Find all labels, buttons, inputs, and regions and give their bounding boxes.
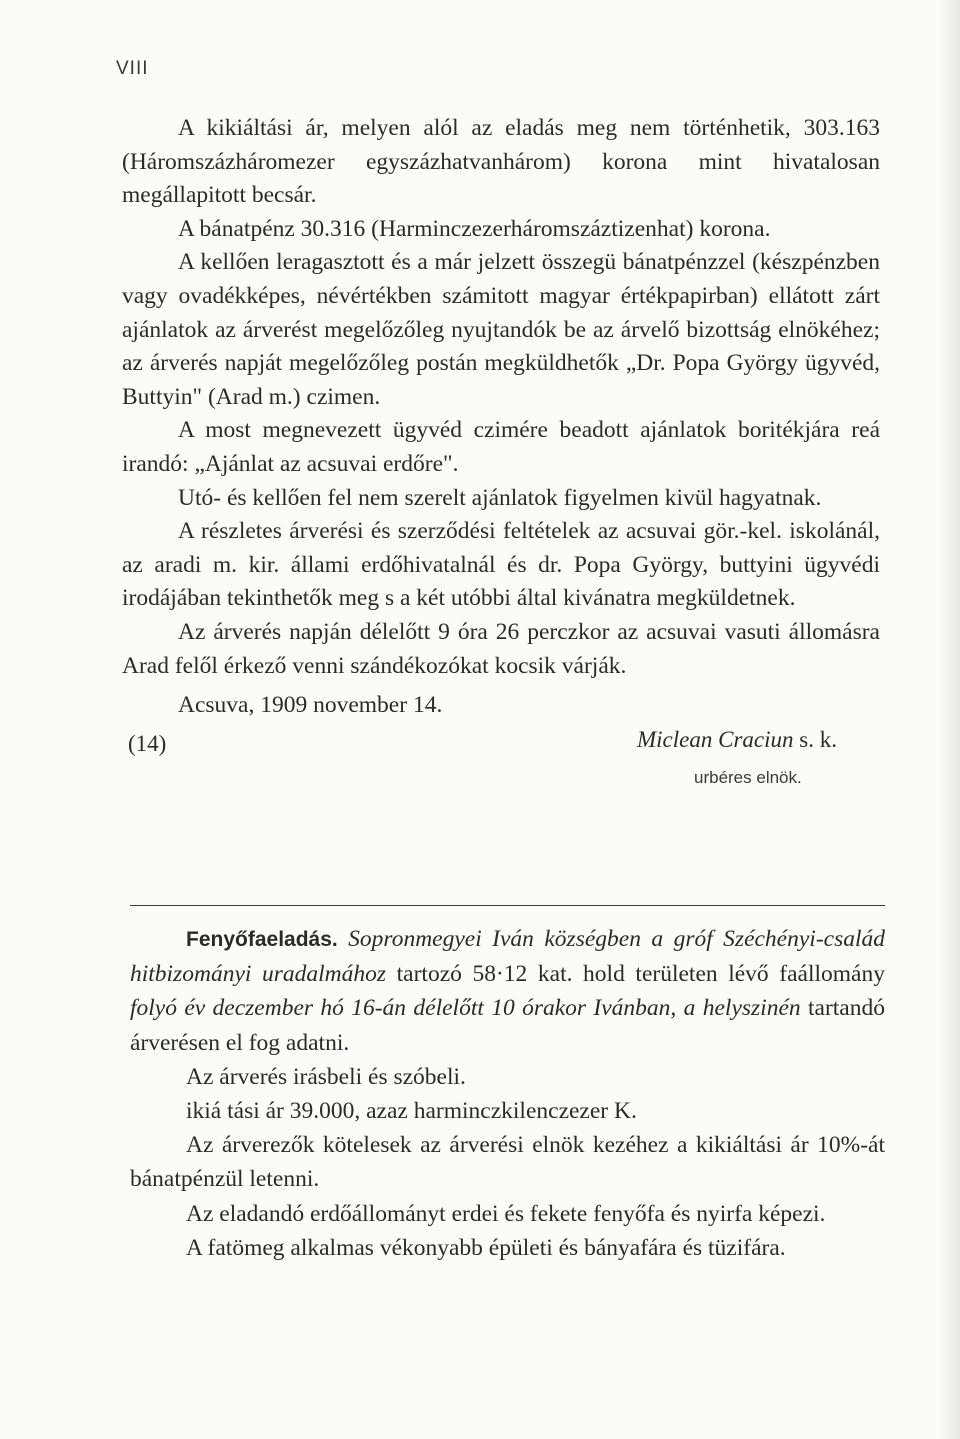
signature-suffix: s. k. — [793, 726, 837, 752]
signature-block — [122, 723, 880, 795]
paragraph: Az árverés irásbeli és szóbeli. — [186, 1063, 466, 1090]
lead-text-2: tartandó árverésen el fog adatni. — [130, 995, 885, 1056]
date-line: Acsuva, 1909 november 14. — [178, 692, 443, 719]
paragraph: Utó- és kellően fel nem szerelt ajánlatok figyelmen kivül hagyatnak. — [178, 484, 822, 511]
paragraph: Az árverés napján délelőtt 9 óra 26 perczkor az acsuvai vasuti állomásra Arad felől érkező venni szándékozókat kocsik várják. — [122, 618, 880, 679]
auction-notice-acsuva — [122, 112, 880, 795]
paragraph: A most megnevezett ügyvéd czimére beadott ajánlatok boritékjára reá irandó: „Ajánlat az acsuvai erdőre". — [122, 417, 880, 477]
paragraph: A kellően leragasztott és a már jelzett összegü bánatpénzzel (készpénzben vagy ovadékképes, névértékben számitott magyar értékpapirban) ellátott zárt ajánlatok az árverést megelőzőleg nyujtandók be az árvelő bizottság elnökéhez; az árverés napját megelőzőleg postán megküldhetők „Dr. Popa György ügyvéd, Buttyin" (Arad m.) czimen. — [122, 249, 880, 410]
paragraph: ikiá tási ár 39.000, azaz harminczkilenczezer K. — [186, 1098, 637, 1125]
notice-number: (14) — [128, 730, 167, 756]
lead-italic-1: Sopronmegyei Iván községben a gróf Széchényi-család hitbizományi uradalmához — [130, 926, 885, 988]
paragraph: A bánatpénz 30.316 (Harminczezerháromszáztizenhat) korona. — [178, 215, 771, 242]
paragraph: A részletes árverési és szerződési feltételek az acsuvai gör.-kel. iskolánál, az aradi m. kir. állami erdőhivatalnál és dr. Popa György, buttyini ügyvédi irodájában tekinthetők meg s a két utóbbi által kivánatra megküldetnek. — [122, 518, 880, 612]
signature-name: Miclean Craciun — [637, 726, 794, 752]
lead-italic-2: folyó év deczember hó 16-án délelőtt 10 órakor Ivánban, a helyszinén — [130, 995, 801, 1022]
paragraph: Az eladandó erdőállományt erdei és fekete fenyőfa és nyirfa képezi. — [186, 1200, 826, 1227]
lead-text-1: tartozó 58·12 kat. hold területen lévő faállomány — [386, 961, 885, 988]
signature — [637, 723, 837, 757]
paragraph: Az árverezők kötelesek az árverési elnök kezéhez a kikiáltási ár 10%-át bánatpénzül letenni. — [130, 1132, 885, 1193]
auction-notice-ivan — [130, 922, 885, 1265]
signature-role: urbéres elnök. — [694, 767, 802, 787]
scan-edge-shadow — [938, 0, 960, 1439]
paragraph: A kikiáltási ár, melyen alól az eladás meg nem történhetik, 303.163 (Háromszázháromezer egyszázhatvanhárom) korona mint hivatalosan megállapitott becsár. — [122, 115, 880, 209]
notice-heading: Fenyőfaeladás. — [186, 928, 338, 951]
paragraph: A fatömeg alkalmas vékonyabb épületi és bányafára és tüzifára. — [186, 1234, 786, 1261]
lead-paragraph — [130, 922, 885, 1060]
page-number: VIII — [116, 58, 149, 79]
section-divider — [130, 905, 885, 906]
